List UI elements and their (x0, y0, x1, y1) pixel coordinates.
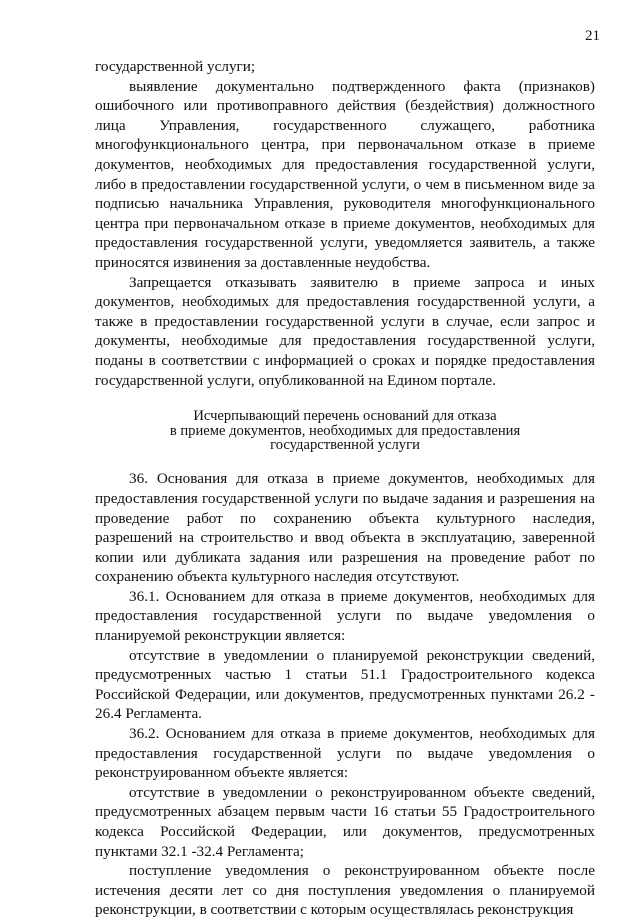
paragraph: отсутствие в уведомлении о планируемой реконструкции сведений, предусмотренных частью 1 статьи 51.1 Градостроительного кодекса Российской Федерации, или документов, предусмотренных пунктами 26.2 - 26.4 Регламента. (95, 646, 595, 723)
paragraph: отсутствие в уведомлении о реконструированном объекте сведений, предусмотренных абзацем первым части 16 статьи 55 Градостроительного кодекса Российской Федерации, или документов, предусмотренных пунктами 32.1 -32.4 Регламента; (95, 783, 595, 860)
heading-line: Исчерпывающий перечень оснований для отказа (193, 408, 497, 425)
paragraphs-bottom (95, 469, 595, 920)
heading-line: государственной услуги (270, 436, 420, 453)
paragraph: государственной услуги; (95, 58, 256, 75)
paragraph: 36.1. Основанием для отказа в приеме документов, необходимых для предоставления государственной услуги по выдаче уведомления о планируемой реконструкции является: (95, 587, 595, 645)
paragraph: Запрещается отказывать заявителю в приеме запроса и иных документов, необходимых для предоставления государственной услуги, а также в предоставлении государственной услуги в случае, если запрос и документы, необходимые для предоставления государственной услуги, поданы в соответствии с информацией о сроках и порядке предоставления государственной услуги, опубликованной на Едином портале. (95, 273, 595, 389)
section-heading (95, 409, 595, 452)
paragraph: 36. Основания для отказа в приеме документов, необходимых для предоставления государственной услуги по выдаче задания и разрешения на проведение работ по сохранению объекта культурного наследия, разрешений на строительство и ввод объекта в эксплуатацию, заверенной копии или дубликата задания или разрешения на проведение работ по сохранению объекта культурного наследия отсутствуют. (95, 470, 595, 586)
paragraph: 36.2. Основанием для отказа в приеме документов, необходимых для предоставления государственной услуги по выдаче уведомления о реконструированном объекте является: (95, 725, 595, 782)
paragraphs-top (95, 57, 595, 390)
paragraph: поступление уведомления о реконструированном объекте после истечения десяти лет со дня поступления уведомления о планируемой реконструкции, в соответствии с которым осуществлялась реконструкция (95, 862, 595, 919)
paragraph: выявление документально подтвержденного факта (признаков) ошибочного или противоправного действия (бездействия) должностного лица Управления, государственного служащего, работника многофункционального центра, при первоначальном отказе в приеме документов, необходимых для предоставления государственной услуги, либо в предоставлении государственной услуги, о чем в письменном виде за подписью начальника Управления, руководителя многофункционального центра при первоначальном отказе в приеме документов, необходимых для предоставления государственной услуги, уведомляется заявитель, а также приносятся извинения за доставленные неудобства. (95, 77, 595, 271)
page-number: 21 (585, 28, 600, 44)
heading-line: в приеме документов, необходимых для предоставления (169, 422, 521, 439)
document-body (95, 57, 595, 920)
